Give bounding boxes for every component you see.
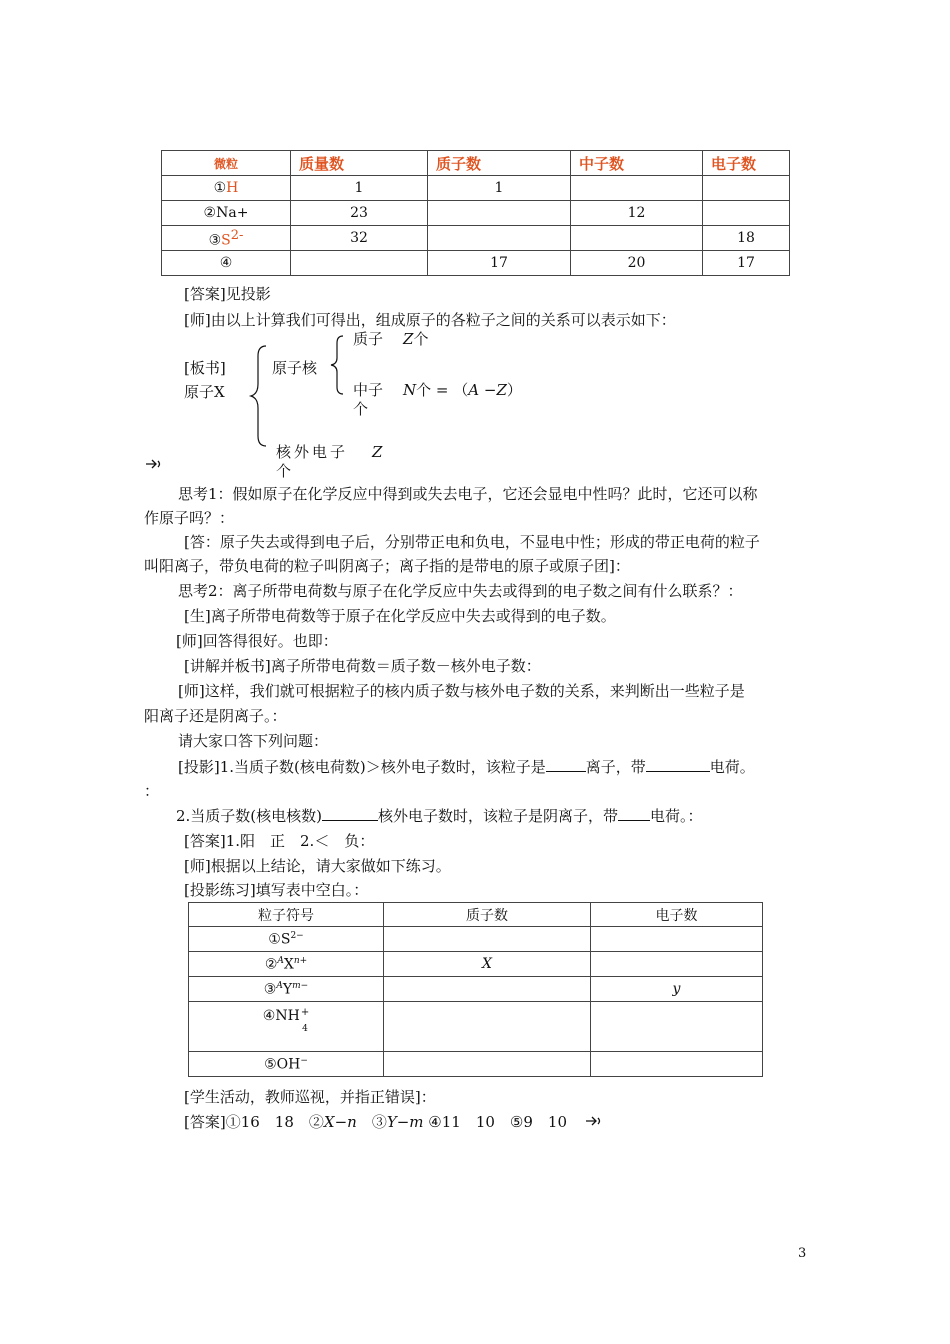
- answer3-line: [184, 1111, 567, 1132]
- table-row: [189, 977, 763, 1002]
- symbol-cell: [189, 977, 384, 1002]
- table-row: [189, 1002, 763, 1052]
- proton-cell: [428, 201, 571, 226]
- symbol-cell: [189, 1002, 384, 1052]
- teacher4-line: [师]根据以上结论，请大家做如下练习。: [184, 857, 451, 875]
- proton-cell[interactable]: X: [384, 952, 591, 977]
- neutron-line: [353, 379, 522, 400]
- proton-cell: 1: [428, 176, 571, 201]
- header-cell: 质子数: [428, 151, 571, 176]
- q1-text-a: [投影]1.当质子数(核电荷数)＞核外电子数时，该粒子是: [178, 758, 546, 776]
- teacher3-line2: 阳离子还是阴离子。：: [144, 707, 287, 725]
- mass-cell: [291, 251, 428, 276]
- symbol-subscript: 4: [302, 1024, 308, 1034]
- mass-cell: 32: [291, 226, 428, 251]
- proton-var: Z: [403, 330, 414, 348]
- symbol-charge: n+: [293, 955, 308, 966]
- symbol-main: ⑤OH: [264, 1056, 301, 1073]
- q2-text-b: 核外电子数时，该粒子是阴离子，带: [378, 807, 619, 825]
- electron-label: 核外电子: [276, 443, 349, 461]
- proton-unit: 个: [413, 330, 429, 348]
- electron-cell: [703, 201, 790, 226]
- particle-cell: [162, 226, 291, 251]
- proton-cell: 17: [428, 251, 571, 276]
- neutron-var: N: [403, 381, 417, 399]
- ans1-line1: [答：原子失去或得到电子后，分别带正电和负电，不显电中性；形成的带正电荷的粒子: [184, 533, 760, 551]
- particle-symbol: H: [226, 180, 239, 196]
- answer-line: [答案]见投影: [184, 285, 271, 303]
- student-line: [生]离子所带电荷数等于原子在化学反应中失去或得到的电子数。: [184, 607, 616, 625]
- symbol-cell: [189, 952, 384, 977]
- neutron-wrap: 个: [353, 400, 369, 418]
- q2-text-c: 电荷。：: [650, 807, 703, 825]
- board2-line: [讲解并板书]离子所带电荷数＝质子数－核外电子数：: [184, 657, 541, 675]
- neutron-close: ）: [506, 381, 522, 399]
- practice-table: [188, 902, 763, 1077]
- table-row: [162, 226, 790, 251]
- q2-text-a: 2.当质子数(核电核数): [176, 807, 323, 825]
- table-row: [189, 952, 763, 977]
- table-header-row: [162, 151, 790, 176]
- answer3-y: Y−m: [386, 1113, 424, 1131]
- neutron-cell: [571, 176, 703, 201]
- symbol-charge: 2−: [290, 930, 304, 941]
- symbol-mass: A: [277, 955, 284, 966]
- proton-line: [353, 328, 428, 349]
- ans1-line2: 叫阳离子，带负电荷的粒子叫阴离子；离子指的是带电的原子或原子团]：: [144, 557, 630, 575]
- header-cell: 电子数: [703, 151, 790, 176]
- electron-var: Z: [372, 443, 383, 461]
- symbol-mass: A: [276, 980, 283, 991]
- q1-text-b: 离子，带: [585, 758, 646, 776]
- board-label: [板书]: [184, 359, 226, 377]
- page-number: 3: [798, 1246, 807, 1261]
- particle-prefix: ①: [213, 180, 227, 196]
- q2-blank-1[interactable]: [322, 806, 378, 821]
- activity-line: [学生活动，教师巡视，并指正错误]：: [184, 1088, 436, 1106]
- electron-cell: [703, 176, 790, 201]
- proton-label: 质子: [353, 330, 384, 348]
- paragraph-mark-icon: [144, 458, 162, 470]
- paragraph-mark-icon: [584, 1115, 602, 1127]
- symbol-letter: Y: [282, 981, 293, 998]
- mass-cell: 23: [291, 201, 428, 226]
- symbol-cell: [189, 1052, 384, 1077]
- outer-brace-icon: [248, 344, 272, 448]
- proton-cell[interactable]: [384, 927, 591, 952]
- proton-cell[interactable]: [384, 977, 591, 1002]
- answer3-rest: ④11 10 ⑤9 10: [423, 1113, 567, 1131]
- ask-line: 请大家口答下列问题：: [178, 732, 329, 750]
- particle-cell: ④: [162, 251, 291, 276]
- teacher2-line: [师]回答得很好。也即：: [176, 632, 338, 650]
- table-row: [162, 176, 790, 201]
- symbol-charge: −: [300, 1055, 308, 1066]
- inner-brace-icon: [328, 334, 348, 396]
- answer3-x: X−n: [323, 1113, 357, 1131]
- header-cell: 粒子符号: [189, 903, 384, 927]
- electron-cell[interactable]: [591, 1052, 763, 1077]
- neutron-minus: −: [483, 381, 497, 399]
- electron-cell: 17: [703, 251, 790, 276]
- think1-line2: 作原子吗？：: [144, 509, 235, 527]
- answer3-prefix: [答案]①16 18 ②: [184, 1113, 324, 1131]
- electron-cell[interactable]: [591, 1002, 763, 1052]
- electron-cell: 18: [703, 226, 790, 251]
- question1: [178, 756, 755, 777]
- electron-wrap: 个: [276, 462, 292, 480]
- teacher-line: [师]由以上计算我们可得出，组成原子的各粒子之间的关系可以表示如下：: [184, 311, 676, 329]
- answer3-mid: ③: [356, 1113, 387, 1131]
- think2-line: 思考2：离子所带电荷数与原子在化学反应中失去或得到的电子数之间有什么联系？：: [178, 582, 743, 600]
- symbol-main: ②: [264, 956, 278, 973]
- symbol-charge: +: [300, 1007, 310, 1018]
- think1-line1: 思考1：假如原子在化学反应中得到或失去电子，它还会显电中性吗？此时，它还可以称: [178, 485, 758, 503]
- particle-charge: 2-: [230, 227, 244, 243]
- header-cell: 电子数: [591, 903, 763, 927]
- table-row: [189, 927, 763, 952]
- question2: [176, 805, 703, 826]
- table-row: [162, 201, 790, 226]
- q1-continuation: ：: [144, 782, 160, 800]
- header-cell: 微粒: [162, 151, 291, 176]
- atom-label: 原子X: [184, 383, 225, 401]
- proton-cell[interactable]: [384, 1052, 591, 1077]
- q2-blank-2[interactable]: [618, 806, 650, 821]
- neutron-label: 中子: [353, 381, 384, 399]
- q1-text-c: 电荷。: [709, 758, 755, 776]
- electron-cell[interactable]: [591, 927, 763, 952]
- neutron-cell: 20: [571, 251, 703, 276]
- nucleus-label: 原子核: [272, 359, 318, 377]
- symbol-main: ③: [263, 981, 277, 998]
- header-cell: 质子数: [384, 903, 591, 927]
- symbol-letter: X: [283, 956, 294, 973]
- particle-cell: [162, 176, 291, 201]
- electron-cell[interactable]: y: [591, 977, 763, 1002]
- proton-cell: [428, 226, 571, 251]
- neutron-cell: [571, 226, 703, 251]
- electron-line: [276, 441, 382, 462]
- symbol-cell: [189, 927, 384, 952]
- table-row: [189, 1052, 763, 1077]
- mass-cell: 1: [291, 176, 428, 201]
- particle-prefix: ③: [208, 232, 222, 249]
- answer2-line: [答案]1.阳 正 2.＜ 负：: [184, 832, 375, 850]
- practice-line: [投影练习]填写表中空白。：: [184, 881, 369, 899]
- teacher3-line1: [师]这样，我们就可根据粒子的核内质子数与核外电子数的关系，来判断出一些粒子是: [178, 682, 745, 700]
- q1-blank-1[interactable]: [546, 757, 586, 772]
- neutron-z: Z: [496, 381, 507, 399]
- proton-cell[interactable]: [384, 1002, 591, 1052]
- symbol-main: ④NH: [262, 1008, 300, 1024]
- header-cell: 中子数: [571, 151, 703, 176]
- particle-cell: ②Na+: [162, 201, 291, 226]
- symbol-charge: m−: [292, 980, 309, 991]
- particle-table: [161, 150, 790, 276]
- table-header-row: [189, 903, 763, 927]
- table-row: [162, 251, 790, 276]
- q1-blank-2[interactable]: [646, 757, 710, 772]
- particle-symbol: S: [221, 232, 231, 249]
- header-cell: 质量数: [291, 151, 428, 176]
- neutron-a: A: [468, 381, 480, 399]
- neutron-cell: 12: [571, 201, 703, 226]
- electron-cell[interactable]: [591, 952, 763, 977]
- neutron-eq: 个 = （: [416, 381, 469, 399]
- symbol-main: ①S: [268, 931, 291, 948]
